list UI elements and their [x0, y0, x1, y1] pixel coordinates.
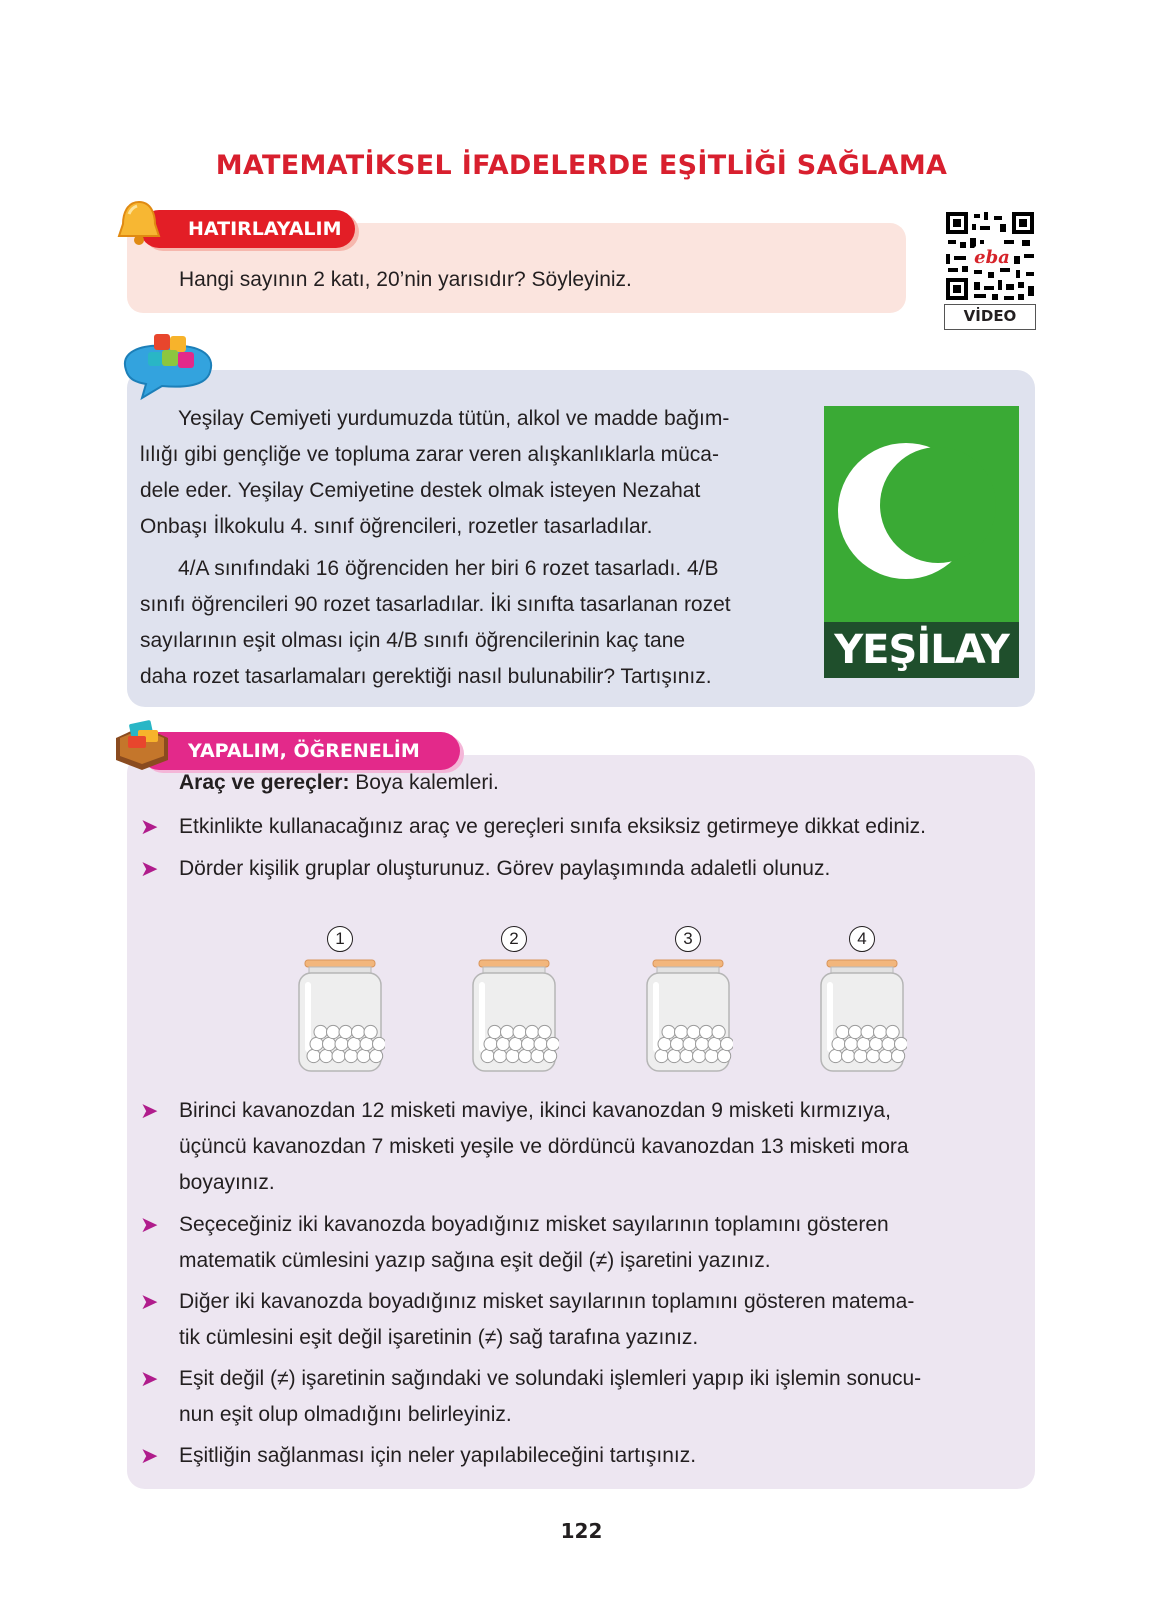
marble [314, 1025, 327, 1038]
marble [842, 1049, 855, 1062]
jar-number: 2 [501, 926, 527, 952]
materials-value: Boya kalemleri. [355, 771, 499, 794]
marble [832, 1037, 845, 1050]
text-line: tik cümlesini eşit değil işaretinin (≠) sağ tarafına yazınız. [179, 1326, 699, 1349]
jar-neck [831, 967, 893, 973]
marble [867, 1049, 880, 1062]
marble [671, 1037, 684, 1050]
marble [874, 1025, 887, 1038]
book-icon [112, 716, 172, 772]
instruction-item [179, 1207, 1026, 1279]
marble [506, 1049, 519, 1062]
marble [696, 1037, 709, 1050]
instruction-item: Dörder kişilik gruplar oluşturunuz. Görev paylaşımında adaletli olunuz. [179, 857, 831, 880]
marble [870, 1037, 883, 1050]
marble [360, 1037, 373, 1050]
marble [718, 1049, 731, 1062]
yesilay-logo-text: YEŞİLAY [834, 627, 1009, 673]
bullet-arrow-icon: ➤ [140, 1443, 159, 1468]
bullet-arrow-icon: ➤ [140, 814, 159, 839]
marble [886, 1025, 899, 1038]
text-line: Birinci kavanozdan 12 misketi maviye, ikinci kavanozdan 9 misketi kırmızıya, [179, 1099, 891, 1122]
jar-1 [295, 952, 385, 1072]
text-line: Diğer iki kavanozda boyadığınız misket sayılarının toplamını gösteren matema- [179, 1290, 915, 1313]
text-line: Onbaşı İlkokulu 4. sınıf öğrencileri, rozetler tasarladılar. [140, 515, 653, 538]
marble [683, 1037, 696, 1050]
text-line: lılığı gibi gençliğe ve topluma zarar veren alışkanlıklarla müca- [140, 443, 719, 466]
crescent-moon-icon [824, 406, 1019, 622]
text-line: 4/A sınıfındaki 16 öğrenciden her biri 6 rozet tasarladı. 4/B [178, 557, 719, 580]
marble [481, 1049, 494, 1062]
story-paragraph-2 [140, 551, 808, 695]
marble [895, 1037, 908, 1050]
jar-number: 3 [675, 926, 701, 952]
marble [488, 1025, 501, 1038]
jar-2 [469, 952, 559, 1072]
text-line: boyayınız. [179, 1171, 275, 1194]
page-number: 122 [560, 1519, 603, 1543]
marble [531, 1049, 544, 1062]
marble [509, 1037, 522, 1050]
text-line: sınıfı öğrencileri 90 rozet tasarladılar. İki sınıfta tasarlanan rozet [140, 593, 731, 616]
marble [373, 1037, 386, 1050]
jar-number: 1 [327, 926, 353, 952]
marble [357, 1049, 370, 1062]
story-paragraph-1 [140, 401, 808, 545]
marble [721, 1037, 734, 1050]
marble [845, 1037, 858, 1050]
marble [892, 1049, 905, 1062]
marble [534, 1037, 547, 1050]
marble [339, 1025, 352, 1038]
marble [849, 1025, 862, 1038]
instruction-item: Etkinlikte kullanacağınız araç ve gereçleri sınıfa eksiksiz getirmeye dikkat ediniz. [179, 815, 926, 838]
marble [700, 1025, 713, 1038]
marble [829, 1049, 842, 1062]
jar-lid [653, 960, 723, 967]
marble [497, 1037, 510, 1050]
marble [526, 1025, 539, 1038]
jar-neck [309, 967, 371, 973]
marble [538, 1025, 551, 1038]
marble [712, 1025, 725, 1038]
marble [345, 1049, 358, 1062]
activity-label: YAPALIM, ÖĞRENELİM [140, 732, 460, 770]
text-line: Yeşilay Cemiyeti yurdumuzda tütün, alkol ve madde bağım- [178, 407, 730, 430]
marble [364, 1025, 377, 1038]
marble [668, 1049, 681, 1062]
marble [655, 1049, 668, 1062]
instruction-item [179, 1284, 1026, 1356]
marble [513, 1025, 526, 1038]
instruction-item: Eşitliğin sağlanması için neler yapılabileceğini tartışınız. [179, 1444, 697, 1467]
marble [544, 1049, 557, 1062]
text-line: sayılarının eşit olması için 4/B sınıfı öğrencilerinin kaç tane [140, 629, 686, 652]
marble [327, 1025, 340, 1038]
bullet-arrow-icon: ➤ [140, 1098, 159, 1123]
eba-logo-text: eba [974, 247, 1010, 268]
marble [370, 1049, 383, 1062]
text-line: dele eder. Yeşilay Cemiyetine destek olmak isteyen Nezahat [140, 479, 701, 502]
text-line: Eşit değil (≠) işaretinin sağındaki ve solundaki işlemleri yapıp iki işlemin sonucu- [179, 1367, 922, 1390]
bullet-arrow-icon: ➤ [140, 1212, 159, 1237]
marble [348, 1037, 361, 1050]
marble [879, 1049, 892, 1062]
marble [854, 1049, 867, 1062]
text-line: nun eşit olup olmadığını belirleyiniz. [179, 1403, 512, 1426]
marble [658, 1037, 671, 1050]
marble [882, 1037, 895, 1050]
recall-question: Hangi sayının 2 katı, 20’nin yarısıdır? Söyleyiniz. [179, 268, 632, 291]
marble [857, 1037, 870, 1050]
bullet-arrow-icon: ➤ [140, 856, 159, 881]
text-line: matematik cümlesini yazıp sağına eşit değil (≠) işaretini yazınız. [179, 1249, 771, 1272]
bell-icon [112, 196, 166, 250]
instruction-item [179, 1361, 1026, 1433]
marble [310, 1037, 323, 1050]
instruction-item [179, 1093, 1026, 1201]
jar-neck [483, 967, 545, 973]
marble [680, 1049, 693, 1062]
jar-lid [305, 960, 375, 967]
jar-lid [479, 960, 549, 967]
materials-label: Araç ve gereçler: [179, 771, 350, 794]
qr-code-icon[interactable] [944, 210, 1036, 302]
text-line: Seçeceğiniz iki kavanozda boyadığınız misket sayılarının toplamını gösteren [179, 1213, 889, 1236]
text-line: daha rozet tasarlamaları gerektiği nasıl bulunabilir? Tartışınız. [140, 665, 712, 688]
puzzle-speech-bubble-icon [118, 330, 218, 402]
marble [705, 1049, 718, 1062]
marble [693, 1049, 706, 1062]
marble [687, 1025, 700, 1038]
jar-number: 4 [849, 926, 875, 952]
marble [335, 1037, 348, 1050]
jar-neck [657, 967, 719, 973]
marble [861, 1025, 874, 1038]
recall-label: HATIRLAYALIM [140, 210, 355, 248]
jar-3 [643, 952, 733, 1072]
marble [494, 1049, 507, 1062]
marble [522, 1037, 535, 1050]
video-label[interactable]: VİDEO [944, 304, 1036, 330]
marble [320, 1049, 333, 1062]
page-title: MATEMATİKSEL İFADELERDE EŞİTLİĞİ SAĞLAMA [215, 150, 948, 181]
marble [484, 1037, 497, 1050]
jar-4 [817, 952, 907, 1072]
marble [332, 1049, 345, 1062]
jar-lid [827, 960, 897, 967]
marble [501, 1025, 514, 1038]
marble [547, 1037, 560, 1050]
marble [352, 1025, 365, 1038]
marble [708, 1037, 721, 1050]
marble [323, 1037, 336, 1050]
text-line: üçüncü kavanozdan 7 misketi yeşile ve dördüncü kavanozdan 13 misketi mora [179, 1135, 909, 1158]
marble [307, 1049, 320, 1062]
marble [836, 1025, 849, 1038]
marble [662, 1025, 675, 1038]
bullet-arrow-icon: ➤ [140, 1366, 159, 1391]
marble [675, 1025, 688, 1038]
materials-line [179, 765, 499, 801]
marble [519, 1049, 532, 1062]
bullet-arrow-icon: ➤ [140, 1289, 159, 1314]
